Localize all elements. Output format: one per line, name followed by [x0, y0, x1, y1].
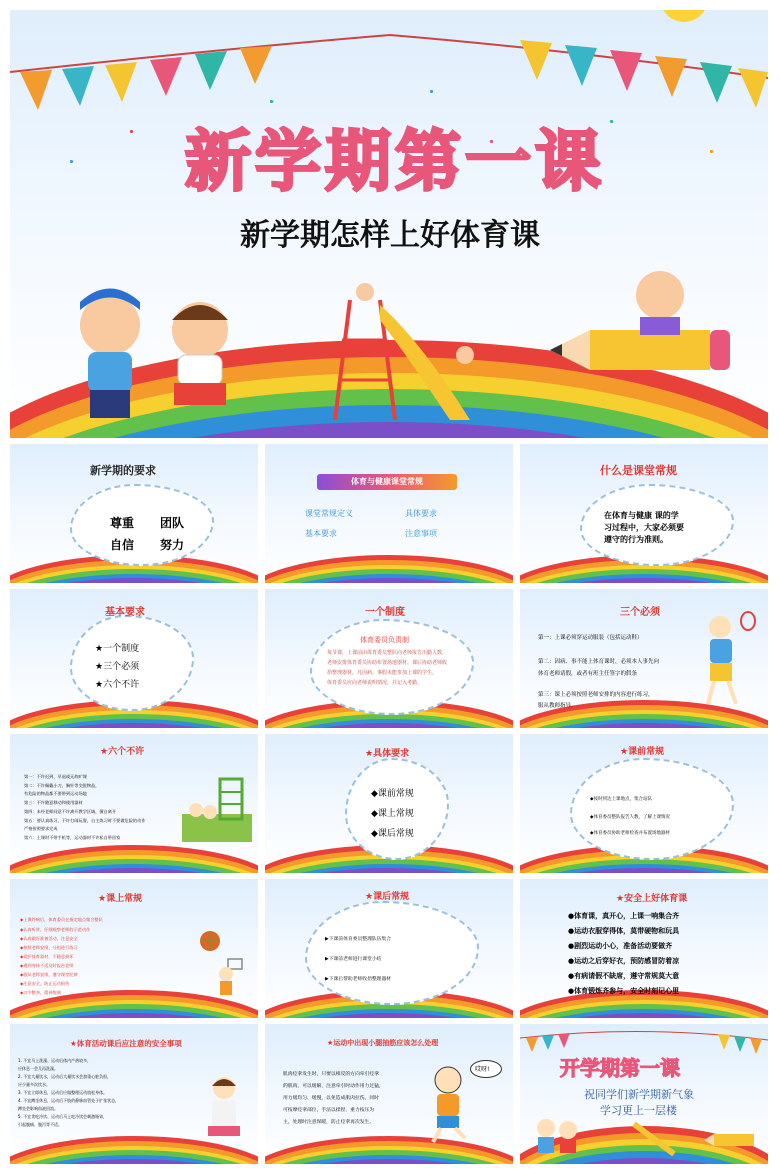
slide-title: 基本要求 [105, 607, 145, 618]
classroom-kids-illustration [182, 774, 252, 844]
towel-girl-illustration [200, 1074, 250, 1154]
basketball-kids-illustration [188, 919, 258, 999]
slide-safety[interactable] [520, 879, 768, 1018]
slide-basic[interactable] [10, 589, 258, 728]
rule-line: 有危险的物品都不要带到运动场地 [24, 791, 87, 796]
hero-subtitle: 新学期怎样上好体育课 [240, 218, 540, 253]
safety-item: ●体育锻炼齐参与，安全时刻记心里 [568, 987, 680, 995]
note-line: 蹲坐会影响血液回流。 [18, 1106, 58, 1111]
tennis-boy-illustration [700, 609, 760, 709]
rule-line: ◆认真做好准备活动，注意安全 [20, 936, 78, 941]
slide-title: ★具体要求 [365, 749, 410, 759]
slide-title: ★运动中出现小腿抽筋应该怎么处理 [327, 1039, 439, 1047]
closing-line: 学习更上一层楼 [600, 1104, 677, 1117]
slide-notes[interactable] [10, 1024, 258, 1164]
rainbow-decoration [265, 552, 513, 583]
rule-line: 第一：不许迟到、早退或无故旷课 [24, 774, 87, 779]
safety-item: ●有病请假不缺席，遵守常规莫大意 [568, 972, 680, 980]
rule-line: 第五：要认真练习，不许打闹玩耍，自主练习时不要做危险的动作 [24, 818, 146, 823]
after-item: ▶下课后帮助老师收拾整理器材 [325, 977, 392, 982]
cramp-line: 可按摩痉挛部位，手法以揉捏、重力按压为 [283, 1108, 375, 1113]
menu-item[interactable]: 具体要求 [405, 509, 437, 518]
note-line: 3. 不宜立即休息，运动后应做整理运动放松身体。 [18, 1090, 108, 1095]
requirement-item: 尊重 [110, 516, 135, 530]
note-line: 4. 不宜蹲坐休息，运动后下肢的静脉血管处于扩张状态， [18, 1098, 120, 1103]
slide-title: 什么是课堂常规 [600, 464, 677, 477]
cramp-line: 肌肉痉挛发生时，只要以相反的方向牵引痉挛 [283, 1072, 379, 1077]
slide-title: 新学期的要求 [90, 464, 156, 477]
note-line: 应少量多次饮水。 [18, 1082, 50, 1087]
body-line: 拾整理器材。凡因病、事假未能参加上课的学生， [327, 670, 438, 676]
slide-system[interactable] [265, 589, 513, 728]
menu-item[interactable]: 课堂常规定义 [305, 509, 353, 518]
rule-line: ◆遇到身体不适及时报告老师 [20, 963, 74, 968]
body-line: 体育委员应向老师说明情况，并记入考勤。 [327, 680, 423, 686]
after-item: ▶下课前老师进行课堂小结 [325, 957, 382, 962]
slide-subtitle: 体育委员负责制 [360, 636, 409, 644]
slide-six[interactable] [10, 734, 258, 873]
rule-line: ◆爱护体育器材，不随意损坏 [20, 954, 74, 959]
slide-title: ★课后常规 [365, 892, 410, 902]
requirement-item: 努力 [160, 538, 185, 552]
note-line: 引起腹痛、腹泻等不适。 [18, 1122, 62, 1127]
cramp-boy-illustration [423, 1064, 473, 1144]
requirement-item: 自信 [110, 538, 135, 552]
slide-title: ★课上常规 [98, 894, 143, 904]
before-item: ◆体育委员整队报告人数，了解上课情况 [590, 815, 670, 820]
rule-line: 第六：上课时不带手机等，运动器材不许私自带回家 [24, 835, 121, 840]
note-line: 5. 不宜贪吃冷饮、运动后马上吃冷饮会刺激肠胃， [18, 1114, 108, 1119]
slide-title: ★六个不许 [100, 747, 145, 757]
requirement-item: 团队 [160, 516, 185, 530]
rule-line: 体育老师请假，或者有班主任签字的假条 [538, 671, 638, 677]
closing-title: 开学期第一课 [560, 1056, 680, 1080]
slide-title: ★体育活动课后应注意的安全事项 [70, 1039, 182, 1048]
rule-line: 严格按照要求完成 [24, 826, 58, 831]
playground-slide-illustration [320, 280, 480, 430]
slide-requirements[interactable] [10, 444, 258, 583]
after-item: ▶下课前体育委员整理队伍集合 [325, 937, 392, 942]
basic-item: ★六个不许 [95, 680, 140, 690]
basic-item: ★三个必须 [95, 662, 140, 672]
slide-title: ★安全上好体育课 [616, 894, 688, 904]
cramp-line: 主，处理时注意保暖，防止痉挛再次发生。 [283, 1120, 375, 1125]
slide-menu[interactable] [265, 444, 513, 583]
closing-line: 祝同学们新学期新气象 [584, 1088, 694, 1101]
slide-title: 一个制度 [365, 607, 405, 618]
rule-line: ◆服从老师安排，遵守课堂纪律 [20, 972, 78, 977]
speech-bubble-text: 哎呀! [475, 1066, 490, 1073]
cramp-line: 用力缓均匀、缓慢，以免造成肌肉拉伤。同时 [283, 1096, 379, 1101]
rule-line: ◆上课铃响后，体育委员在指定地点集合整队 [20, 917, 103, 922]
rule-line: ◆口令整齐，精神饱满 [20, 990, 61, 995]
rainbow-decoration [265, 1133, 513, 1164]
hero-slide[interactable] [10, 10, 768, 438]
slide-three[interactable] [520, 589, 768, 728]
rule-line: 服从教师指导。 [538, 703, 577, 709]
before-item: ◆按时到达上课地点，集合站队 [590, 797, 652, 802]
rule-line: ◆注意安全，防止运动损伤 [20, 981, 70, 986]
menu-item[interactable]: 注意事项 [405, 529, 437, 538]
rainbow-decoration [10, 842, 258, 873]
safety-item: ●运动衣服穿得体，莫带硬物和玩具 [568, 927, 680, 935]
slide-definition[interactable] [520, 444, 768, 583]
rule-line: 第一：上课必须穿运动服装（包括运动鞋） [538, 635, 643, 641]
rule-line: 第四：未经老师同意不许离开教学区域，擅自离开 [24, 809, 117, 814]
body-line: 遵守的行为准则。 [604, 535, 668, 544]
slide-title: ★课前常规 [620, 747, 665, 757]
cramp-line: 的肌肉，可以缓解，注意牵引时动作用力过猛， [283, 1084, 384, 1089]
before-item: ◆体育委员协助老师检查并布置场地器材 [590, 831, 670, 836]
slide-specific[interactable] [265, 734, 513, 873]
closing-kids-illustration [524, 1114, 764, 1164]
body-line: 每节课，上课前由体育委员整队向老师报告出勤人数， [327, 650, 448, 656]
note-line: 2. 不宜大量饮水，运动后大量饮水会加重心脏负担， [18, 1074, 112, 1079]
safety-item: ●体育课，真开心，上课一响集合齐 [568, 912, 680, 920]
body-line: 老师安排体育委员协助布置场地器材。课后协助老师收 [327, 660, 448, 666]
pencil-rider-illustration [550, 265, 740, 395]
safety-item: ●剧烈运动小心，准备活动要做齐 [568, 942, 673, 950]
safety-item: ●运动之后穿好衣，预防感冒防着凉 [568, 957, 680, 965]
rule-line: ◆认真听讲，仔细观察老师的示范动作 [20, 927, 91, 932]
rule-line: 第三：不许随意移动和使用器材 [24, 800, 83, 805]
slide-after[interactable] [265, 879, 513, 1018]
ribbon-label: 体育与健康课堂常规 [351, 477, 423, 486]
note-line: 应休息一会儿再洗澡。 [18, 1066, 58, 1071]
note-line: 1. 不宜马上洗澡、运动后体内产热较多， [18, 1058, 92, 1063]
specific-item: ◆课后常规 [371, 829, 414, 839]
slide-before[interactable] [520, 734, 768, 873]
rule-line: 第二：不许佩戴小刀、胸针等尖锐物品， [24, 783, 100, 788]
rule-line: 第三：课上必须按照老师安排的内容进行练习， [538, 692, 654, 698]
slide-closing[interactable] [520, 1024, 768, 1164]
slide-title: 三个必须 [620, 607, 660, 618]
body-line: 习过程中，大家必须要 [604, 523, 684, 532]
rule-line: 第二：因病、事不能上体育课时，必须本人事先向 [538, 659, 660, 665]
body-line: 在体育与健康 课的学 [604, 511, 679, 520]
hero-title: 新学期第一课 [185, 123, 605, 200]
basic-item: ★一个制度 [95, 644, 140, 654]
specific-item: ◆课前常规 [371, 789, 414, 799]
rule-line: ◆按照老师安排，分组进行练习 [20, 945, 78, 950]
running-kids-illustration [40, 280, 270, 430]
slide-cramp[interactable] [265, 1024, 513, 1164]
slide-during[interactable] [10, 879, 258, 1018]
menu-item[interactable]: 基本要求 [305, 529, 337, 538]
specific-item: ◆课上常规 [371, 809, 414, 819]
